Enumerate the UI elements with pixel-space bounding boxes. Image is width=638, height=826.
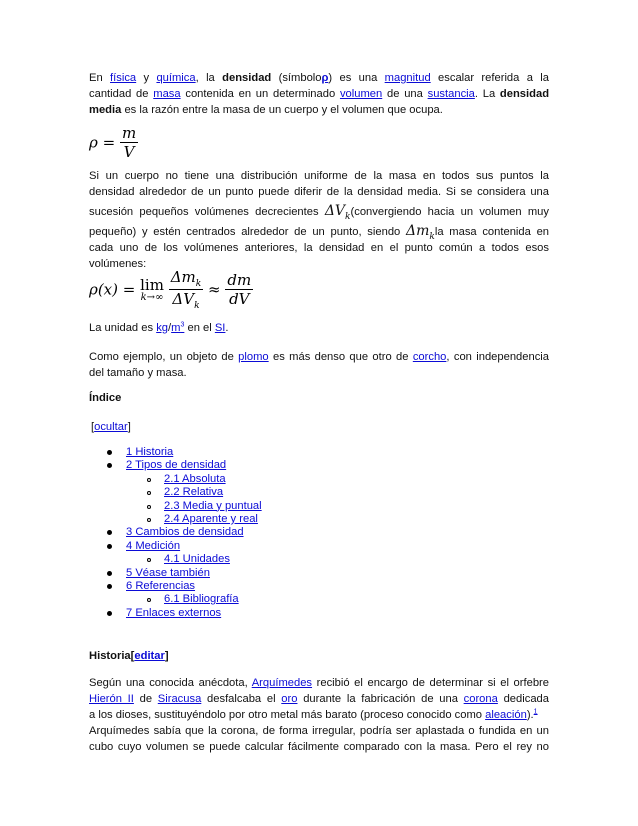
link-siracusa[interactable]: Siracusa: [157, 693, 202, 705]
table-of-contents: [89, 446, 389, 620]
link-corcho[interactable]: corcho: [412, 351, 447, 363]
toc-subitem[interactable]: 6.1 Bibliografía: [89, 593, 389, 606]
intro-paragraph: En física y química, la densidad (símboloρ) es una magnitud escalar referida a la cantidad de masa contenida en un determinado volumen de una sustancia. La densidad media es la razón entre la masa de un cuerpo y el volumen que ocupa.: [89, 72, 550, 116]
toc-subitem[interactable]: 2.4 Aparente y real: [89, 513, 389, 526]
link-quimica[interactable]: química: [156, 72, 196, 84]
example-paragraph: Como ejemplo, un objeto de plomo es más denso que otro de corcho, con independencia del tamaño y masa.: [89, 351, 550, 379]
unit-line: La unidad es $kg/m^3$ en el SI.: [89, 321, 229, 334]
historia-paragraph: Según una conocida anécdota, Arquímedes recibió el encargo de determinar si el orfebre Hierón II de Siracusa desfalcaba el oro durante la fabricación de una corona dedicada a los dioses, sustituyéndolo por otro metal más barato (proceso conocido como aleación).$^1$ Arquímedes sabía que la corona, de forma irregular, podría ser aplastada o fundida en un cubo cuyo volumen se puede calcular fácilmente comparado con la masa. Pero el rey no: [89, 677, 549, 753]
link-kg[interactable]: kg: [156, 322, 169, 334]
link-corona[interactable]: corona: [463, 693, 498, 705]
section-heading-historia: Historia[editar]: [89, 650, 169, 662]
formula-density: ρ = $\frac{m}{V}$: [89, 124, 137, 161]
link-magnitud[interactable]: magnitud: [384, 72, 431, 84]
term-densidad: densidad: [222, 72, 272, 84]
link-sustancia[interactable]: sustancia: [427, 88, 475, 100]
toc-item[interactable]: 3 Cambios de densidad: [89, 526, 389, 539]
paragraph-point-density: Si un cuerpo no tiene una distribución uniforme de la masa en todos sus puntos la densidad alrededor de un punto puede diferir de la densidad media. Si se considera una sucesión pequeños volúmenes decrecientes $\Delta V_k(convergiendo$ hacia un volumen muy pequeño) y estén centrados alrededor de un punto, siendo $\Delta m_kla$ masa contenida en cada uno de los volúmenes anteriores, la densidad en el punto común a todos esos volúmenes:: [89, 170, 550, 270]
fraction-m-over-v: $\frac{m}{V}$: [121, 124, 137, 161]
link-m3[interactable]: $m^3$: [171, 321, 185, 334]
fraction-derivative: $\frac{dm}{dV}$: [227, 271, 252, 308]
toc-subitem[interactable]: 2.3 Media y puntual: [89, 500, 389, 513]
link-volumen[interactable]: volumen: [339, 88, 383, 100]
link-rho[interactable]: ρ: [321, 72, 329, 84]
math-delta-mk: $\Delta m_k$: [406, 223, 435, 242]
edit-link[interactable]: editar: [134, 650, 165, 662]
toc-subitem[interactable]: 2.1 Absoluta: [89, 473, 389, 486]
toc-heading: Índice: [89, 392, 122, 404]
link-fisica[interactable]: física: [110, 72, 137, 84]
link-aleacion[interactable]: aleación: [485, 709, 527, 721]
toc-item[interactable]: 4 Medición: [89, 540, 389, 553]
formula-point-density: ρ(x) = lim k→∞ $\frac{\Delta m_k}{\Delta V_k}$ ≈ $\frac{dm}{dV}$: [89, 268, 252, 311]
toc-item[interactable]: 6 Referencias: [89, 580, 389, 593]
toc-item[interactable]: 5 Véase también: [89, 567, 389, 580]
toc-subitem[interactable]: 2.2 Relativa: [89, 486, 389, 499]
toc-hide-link[interactable]: ocultar: [94, 421, 128, 433]
limit-operator: lim k→∞: [140, 275, 164, 303]
toc-subitem[interactable]: 4.1 Unidades: [89, 553, 389, 566]
math-delta-vk: $\Delta V_k$: [324, 203, 351, 222]
link-si[interactable]: SI: [214, 322, 226, 334]
link-masa[interactable]: masa: [153, 88, 181, 100]
fraction-dm-dv: $\frac{\Delta m_k}{\Delta V_k}$: [170, 268, 202, 311]
link-arquimedes[interactable]: Arquímedes: [251, 677, 313, 689]
toc-item[interactable]: 2 Tipos de densidad: [89, 459, 389, 472]
toc-item[interactable]: 7 Enlaces externos: [89, 607, 389, 620]
reference-link[interactable]: 1: [533, 708, 538, 716]
link-plomo[interactable]: plomo: [238, 351, 269, 363]
toc-toggle: [ocultar]: [91, 421, 131, 433]
link-hieron[interactable]: Hierón II: [89, 693, 134, 705]
link-oro[interactable]: oro: [281, 693, 298, 705]
term-densidad-media: densidad: [499, 88, 550, 100]
toc-item[interactable]: 1 Historia: [89, 446, 389, 459]
